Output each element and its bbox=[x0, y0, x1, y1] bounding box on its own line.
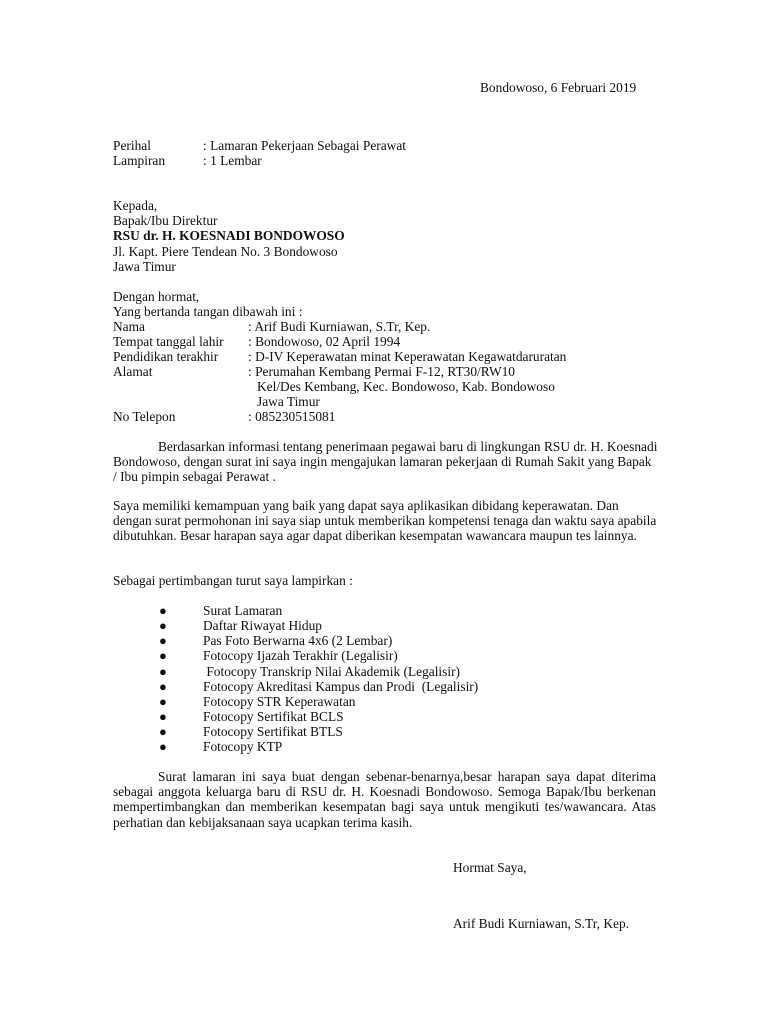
intro-line: Yang bertanda tangan dibawah ini : bbox=[113, 304, 303, 319]
telepon-label: No Telepon bbox=[113, 409, 176, 424]
ttl-label: Tempat tanggal lahir bbox=[113, 334, 224, 349]
lampiran-label: Lampiran bbox=[113, 153, 166, 168]
bullet-icon: ● bbox=[159, 633, 167, 648]
list-item: Fotocopy KTP bbox=[203, 739, 283, 754]
alamat-value-3: Jawa Timur bbox=[257, 394, 320, 409]
telepon-value: : 085230515081 bbox=[248, 409, 336, 424]
alamat-label: Alamat bbox=[113, 364, 153, 379]
bullet-icon: ● bbox=[159, 694, 167, 709]
list-item: Daftar Riwayat Hidup bbox=[203, 618, 322, 633]
attachments-intro: Sebagai pertimbangan turut saya lampirkan : bbox=[113, 573, 353, 588]
list-item: Pas Foto Berwarna 4x6 (2 Lembar) bbox=[203, 633, 393, 648]
list-item: Fotocopy Sertifikat BCLS bbox=[203, 709, 344, 724]
list-item: Fotocopy Ijazah Terakhir (Legalisir) bbox=[203, 648, 398, 663]
paragraph-closing: Surat lamaran ini saya buat dengan sebenar-benarnya,besar harapan saya dapat diterima sebagai anggota keluarga baru di RSU dr. H. Koesnadi Bondowoso. Semoga Bapak/Ibu berkenan mempertimbangkan dan memberikan kesempatan bagi saya untuk mengikuti tes/wawancara. Atas perhatian dan kebijaksanaan saya ucapkan terima kasih. bbox=[113, 769, 656, 830]
bullet-icon: ● bbox=[159, 648, 167, 663]
lampiran-value: : 1 Lembar bbox=[203, 153, 262, 168]
bullet-icon: ● bbox=[159, 709, 167, 724]
recipient-institution: RSU dr. H. KOESNADI BONDOWOSO bbox=[113, 228, 345, 243]
signature-name: Arif Budi Kurniawan, S.Tr, Kep. bbox=[453, 916, 630, 931]
recipient-address: Jl. Kapt. Piere Tendean No. 3 Bondowoso bbox=[113, 244, 338, 259]
bullet-icon: ● bbox=[159, 679, 167, 694]
letter-date: Bondowoso, 6 Februari 2019 bbox=[480, 80, 637, 95]
perihal-label: Perihal bbox=[113, 138, 151, 153]
alamat-value-2: Kel/Des Kembang, Kec. Bondowoso, Kab. Bondowoso bbox=[257, 379, 555, 394]
pendidikan-label: Pendidikan terakhir bbox=[113, 349, 219, 364]
greeting: Dengan hormat, bbox=[113, 289, 200, 304]
perihal-value: : Lamaran Pekerjaan Sebagai Perawat bbox=[203, 138, 406, 153]
recipient-kepada: Kepada, bbox=[113, 198, 158, 213]
bullet-icon: ● bbox=[159, 664, 167, 679]
list-item: Fotocopy STR Keperawatan bbox=[203, 694, 356, 709]
ttl-value: : Bondowoso, 02 April 1994 bbox=[248, 334, 401, 349]
paragraph-intro: Berdasarkan informasi tentang penerimaan pegawai baru di lingkungan RSU dr. H. Koesnadi Bondowoso, dengan surat ini saya ingin mengajukan lamaran pekerjaan di Rumah Sakit yang Bapak / Ibu pimpin sebagai Perawat . bbox=[113, 439, 658, 485]
recipient-province: Jawa Timur bbox=[113, 259, 176, 274]
recipient-title: Bapak/Ibu Direktur bbox=[113, 213, 218, 228]
nama-label: Nama bbox=[113, 319, 145, 334]
alamat-value-1: : Perumahan Kembang Permai F-12, RT30/RW10 bbox=[248, 364, 515, 379]
bullet-icon: ● bbox=[159, 603, 167, 618]
pendidikan-value: : D-IV Keperawatan minat Keperawatan Kegawatdaruratan bbox=[248, 349, 567, 364]
list-item: Fotocopy Transkrip Nilai Akademik (Legalisir) bbox=[203, 664, 460, 679]
paragraph-skills: Saya memiliki kemampuan yang baik yang dapat saya aplikasikan dibidang keperawatan. Dan dengan surat permohonan ini saya siap untuk memberikan kompetensi tenaga dan waktu saya apabila dibutuhkan. Besar harapan saya agar dapat diberikan kesempatan wawancara maupun tes lainnya. bbox=[113, 498, 657, 544]
bullet-icon: ● bbox=[159, 724, 167, 739]
nama-value: : Arif Budi Kurniawan, S.Tr, Kep. bbox=[248, 319, 431, 334]
bullet-icon: ● bbox=[159, 618, 167, 633]
closing-salutation: Hormat Saya, bbox=[453, 860, 527, 875]
list-item: Fotocopy Akreditasi Kampus dan Prodi (Legalisir) bbox=[203, 679, 479, 694]
list-item: Surat Lamaran bbox=[203, 603, 283, 618]
list-item: Fotocopy Sertifikat BTLS bbox=[203, 724, 343, 739]
bullet-icon: ● bbox=[159, 739, 167, 754]
